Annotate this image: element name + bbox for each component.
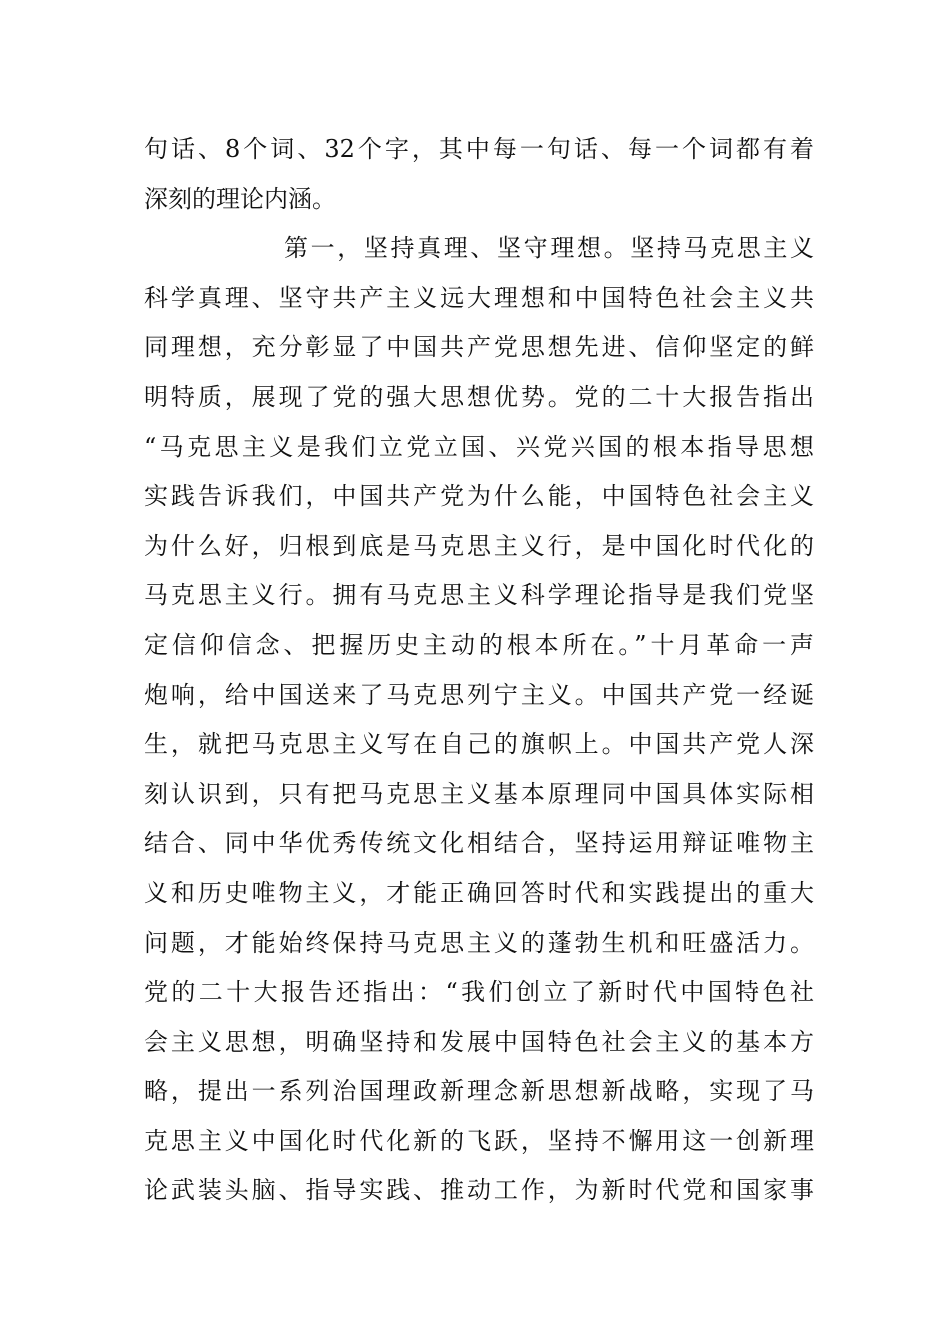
text-line: “马克思主义是我们立党立国、兴党兴国的根本指导思想 (144, 432, 814, 461)
text-line: 论武装头脑、指导实践、推动工作，为新时代党和国家事 (144, 1176, 814, 1205)
text-line: 生，就把马克思主义写在自己的旗帜上。中国共产党人深 (144, 730, 814, 759)
text-line: 结合、同中华优秀传统文化相结合，坚持运用辩证唯物主 (144, 829, 814, 858)
text-line: 义和历史唯物主义，才能正确回答时代和实践提出的重大 (144, 878, 814, 907)
text-line: 炮响，给中国送来了马克思列宁主义。中国共产党一经诞 (144, 680, 814, 709)
text-line: 明特质，展现了党的强大思想优势。党的二十大报告指出 (144, 382, 814, 411)
paragraph-first-line: 第一，坚持真理、坚守理想。坚持马克思主义 (284, 234, 814, 263)
text-line: 会主义思想，明确坚持和发展中国特色社会主义的基本方 (144, 1027, 814, 1056)
text-line: 问题，才能始终保持马克思主义的蓬勃生机和旺盛活力。 (144, 928, 814, 957)
text-line: 马克思主义行。拥有马克思主义科学理论指导是我们党坚 (144, 581, 814, 610)
text-line: 科学真理、坚守共产主义远大理想和中国特色社会主义共 (144, 283, 814, 312)
text-line: 刻认识到，只有把马克思主义基本原理同中国具体实际相 (144, 779, 814, 808)
text-line: 定信仰信念、把握历史主动的根本所在。”十月革命一声 (144, 630, 814, 659)
text-line: 为什么好，归根到底是马克思主义行，是中国化时代化的 (144, 531, 814, 560)
text-line: 句话、8个词、32个字，其中每一句话、每一个词都有着 (144, 135, 814, 163)
text-line: 深刻的理论内涵。 (144, 184, 336, 213)
text-line: 同理想，充分彰显了中国共产党思想先进、信仰坚定的鲜 (144, 333, 814, 362)
body-text (144, 125, 814, 1216)
text-line: 党的二十大报告还指出：“我们创立了新时代中国特色社 (144, 978, 814, 1007)
text-line: 克思主义中国化时代化新的飞跃，坚持不懈用这一创新理 (144, 1126, 814, 1155)
text-line: 略，提出一系列治国理政新理念新思想新战略，实现了马 (144, 1077, 814, 1106)
text-line: 实践告诉我们，中国共产党为什么能，中国特色社会主义 (144, 482, 814, 511)
